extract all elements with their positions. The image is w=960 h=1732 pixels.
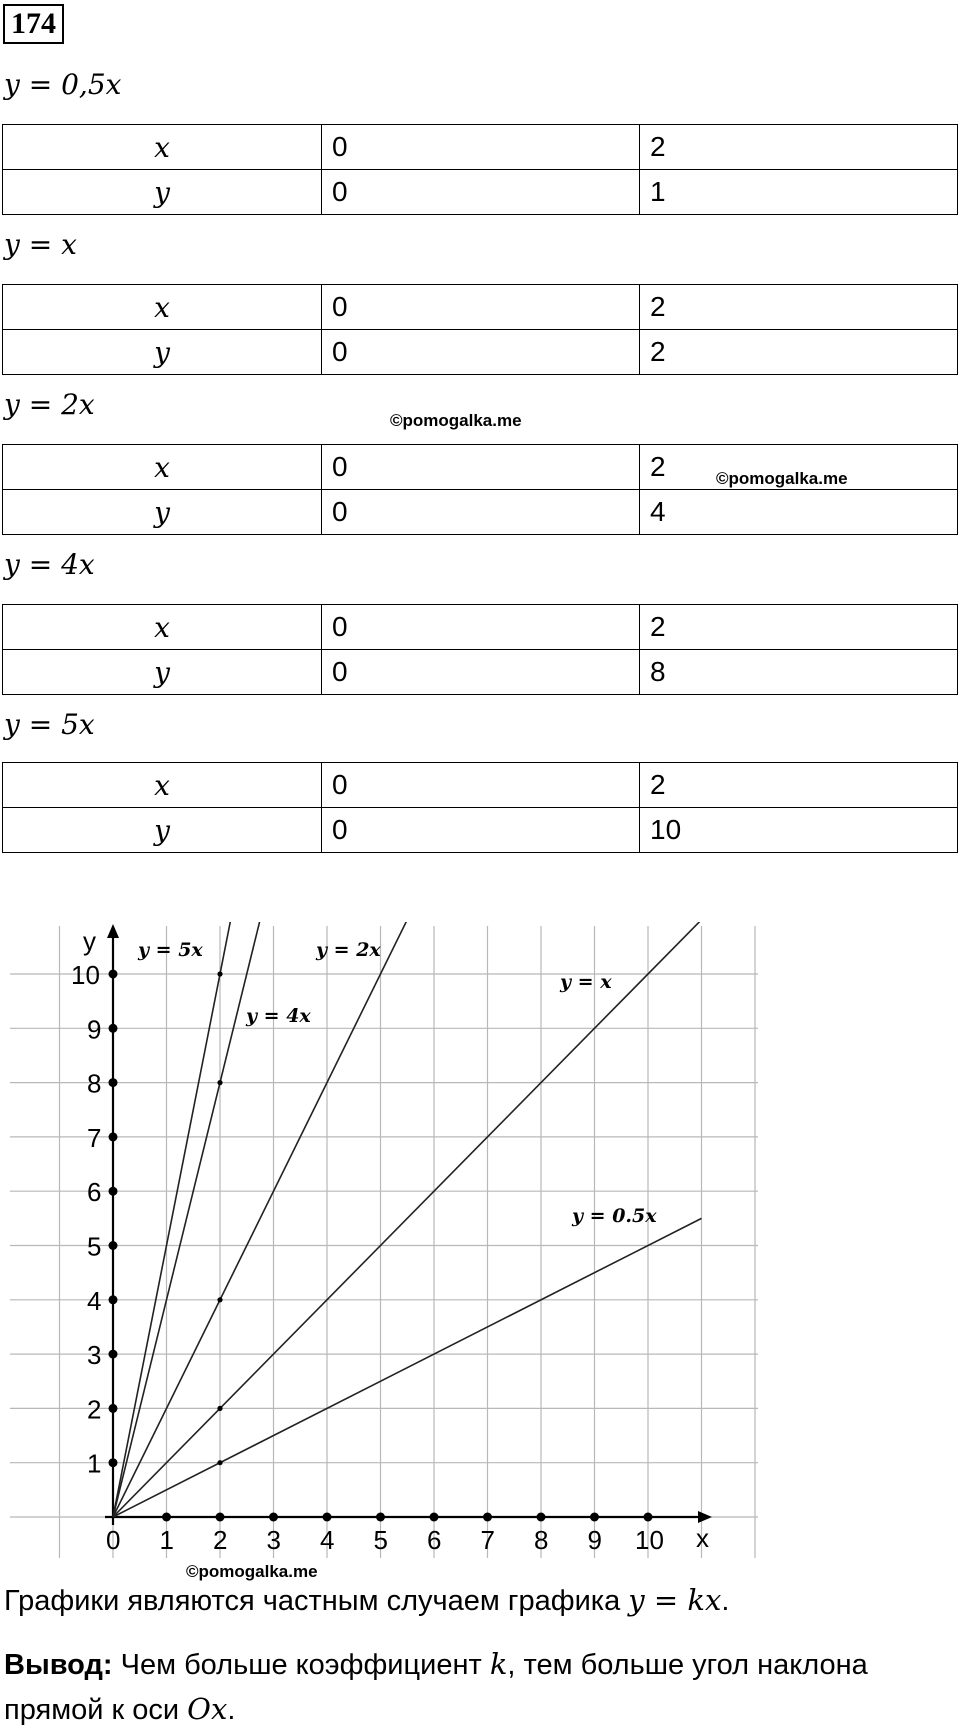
table-row <box>3 285 958 330</box>
row-label-x: x <box>3 763 322 808</box>
series-line <box>113 1218 702 1517</box>
table-cell: 1 <box>640 170 958 215</box>
y-tick-label: 2 <box>87 1394 102 1425</box>
table-cell: 0 <box>322 808 640 853</box>
y-tick-label: 3 <box>87 1340 102 1371</box>
marked-point <box>217 971 222 976</box>
table-cell: 8 <box>640 650 958 695</box>
marked-point <box>217 1460 222 1465</box>
series-line <box>113 922 260 1517</box>
row-label-y: y <box>3 808 322 853</box>
y-tick-label: 10 <box>71 960 100 990</box>
table-cell: 4 <box>640 490 958 535</box>
x-tick-label: 5 <box>373 1525 388 1555</box>
marked-point <box>217 1406 222 1411</box>
line-label: y = 5x <box>138 939 203 961</box>
y-tick-dot <box>109 1078 118 1087</box>
table-cell: 0 <box>322 763 640 808</box>
value-table-2 <box>2 284 958 375</box>
y-tick-label: 6 <box>87 1177 102 1208</box>
formula-2: y = x <box>4 228 77 261</box>
table-cell: 0 <box>322 285 640 330</box>
y-tick-dot <box>109 1295 118 1304</box>
row-label-x: x <box>3 445 322 490</box>
line-label: y = x <box>560 971 612 993</box>
y-tick-label: 5 <box>87 1231 102 1262</box>
value-table-4 <box>2 604 958 695</box>
value-table-3 <box>2 444 958 535</box>
table-cell: 0 <box>322 490 640 535</box>
x-tick-dot <box>644 1513 653 1522</box>
y-tick-dot <box>109 1404 118 1413</box>
value-table-1 <box>2 124 958 215</box>
formula-1: y = 0,5x <box>4 68 122 101</box>
y-tick-dot <box>109 1187 118 1196</box>
conclusion-line-1: Графики являются частным случаем графика y = kx. <box>4 1583 730 1617</box>
line-label: y = 2x <box>316 939 381 961</box>
x-tick-label: 1 <box>159 1525 174 1555</box>
table-cell: 0 <box>322 650 640 695</box>
x-tick-dot <box>430 1513 439 1522</box>
x-tick-label: 8 <box>534 1525 549 1555</box>
watermark: ©pomogalka.me <box>186 1562 318 1581</box>
x-tick-dot <box>323 1513 332 1522</box>
x-tick-dot <box>216 1513 225 1522</box>
line-label: y = 4x <box>246 1005 311 1027</box>
x-tick-label: 3 <box>266 1525 281 1555</box>
x-tick-label: 0 <box>106 1525 121 1555</box>
x-tick-dot <box>162 1513 171 1522</box>
row-label-x: x <box>3 285 322 330</box>
table-row <box>3 330 958 375</box>
table-row <box>3 125 958 170</box>
table-cell: 0 <box>322 170 640 215</box>
row-label-y: y <box>3 490 322 535</box>
y-tick-label: 7 <box>87 1122 102 1153</box>
x-tick-dot <box>590 1513 599 1522</box>
table-cell: 10 <box>640 808 958 853</box>
table-row <box>3 170 958 215</box>
marked-point <box>217 1080 222 1085</box>
x-tick-label: 6 <box>427 1525 442 1555</box>
x-tick-label: 4 <box>320 1525 335 1555</box>
y-tick-label: 4 <box>87 1285 102 1316</box>
y-tick-label: 8 <box>87 1068 102 1099</box>
table-cell: 2 <box>640 763 958 808</box>
formula-5: y = 5x <box>4 708 95 741</box>
y-tick-dot <box>109 1132 118 1141</box>
formula-4: y = 4x <box>4 548 95 581</box>
x-axis-label: x <box>696 1523 709 1553</box>
row-label-y: y <box>3 650 322 695</box>
x-tick-label: 7 <box>480 1525 495 1555</box>
y-tick-dot <box>109 1458 118 1467</box>
table-cell: 2 <box>640 330 958 375</box>
marked-point <box>217 1297 222 1302</box>
table-cell: 2 <box>640 605 958 650</box>
problem-number: 174 <box>3 4 64 44</box>
line-label: y = 0.5x <box>572 1205 657 1227</box>
x-axis-arrow <box>698 1511 712 1523</box>
linear-functions-graph <box>0 922 770 1560</box>
x-tick-dot <box>483 1513 492 1522</box>
table-cell: 0 <box>322 125 640 170</box>
y-axis-arrow <box>107 924 119 938</box>
y-tick-label: 9 <box>87 1014 102 1045</box>
row-label-y: y <box>3 330 322 375</box>
y-tick-dot <box>109 1350 118 1359</box>
value-table-5 <box>2 762 958 853</box>
table-row <box>3 808 958 853</box>
y-tick-dot <box>109 1024 118 1033</box>
table-cell: 0 <box>322 330 640 375</box>
x-tick-label: 9 <box>587 1525 602 1555</box>
conclusion-paragraph: Вывод: Чем больше коэффициент k, тем больше угол наклона прямой к оси Ox. <box>4 1647 868 1726</box>
table-row <box>3 490 958 535</box>
x-tick-dot <box>376 1513 385 1522</box>
table-cell: 2 <box>640 445 958 490</box>
table-cell: 2 <box>640 285 958 330</box>
x-tick-label: 10 <box>635 1525 664 1555</box>
x-tick-label: 2 <box>213 1525 228 1555</box>
formula-3: y = 2x <box>4 388 95 421</box>
x-tick-dot <box>537 1513 546 1522</box>
table-row <box>3 763 958 808</box>
watermark: ©pomogalka.me <box>390 411 522 430</box>
x-tick-dot <box>269 1513 278 1522</box>
table-cell: 0 <box>322 445 640 490</box>
y-tick-dot <box>109 970 118 979</box>
watermark: ©pomogalka.me <box>716 469 848 488</box>
y-axis-label: y <box>83 926 96 956</box>
row-label-y: y <box>3 170 322 215</box>
table-row <box>3 650 958 695</box>
table-row <box>3 605 958 650</box>
y-tick-label: 1 <box>87 1448 102 1479</box>
row-label-x: x <box>3 605 322 650</box>
table-cell: 2 <box>640 125 958 170</box>
y-tick-dot <box>109 1241 118 1250</box>
row-label-x: x <box>3 125 322 170</box>
table-cell: 0 <box>322 605 640 650</box>
series-line <box>113 922 231 1517</box>
